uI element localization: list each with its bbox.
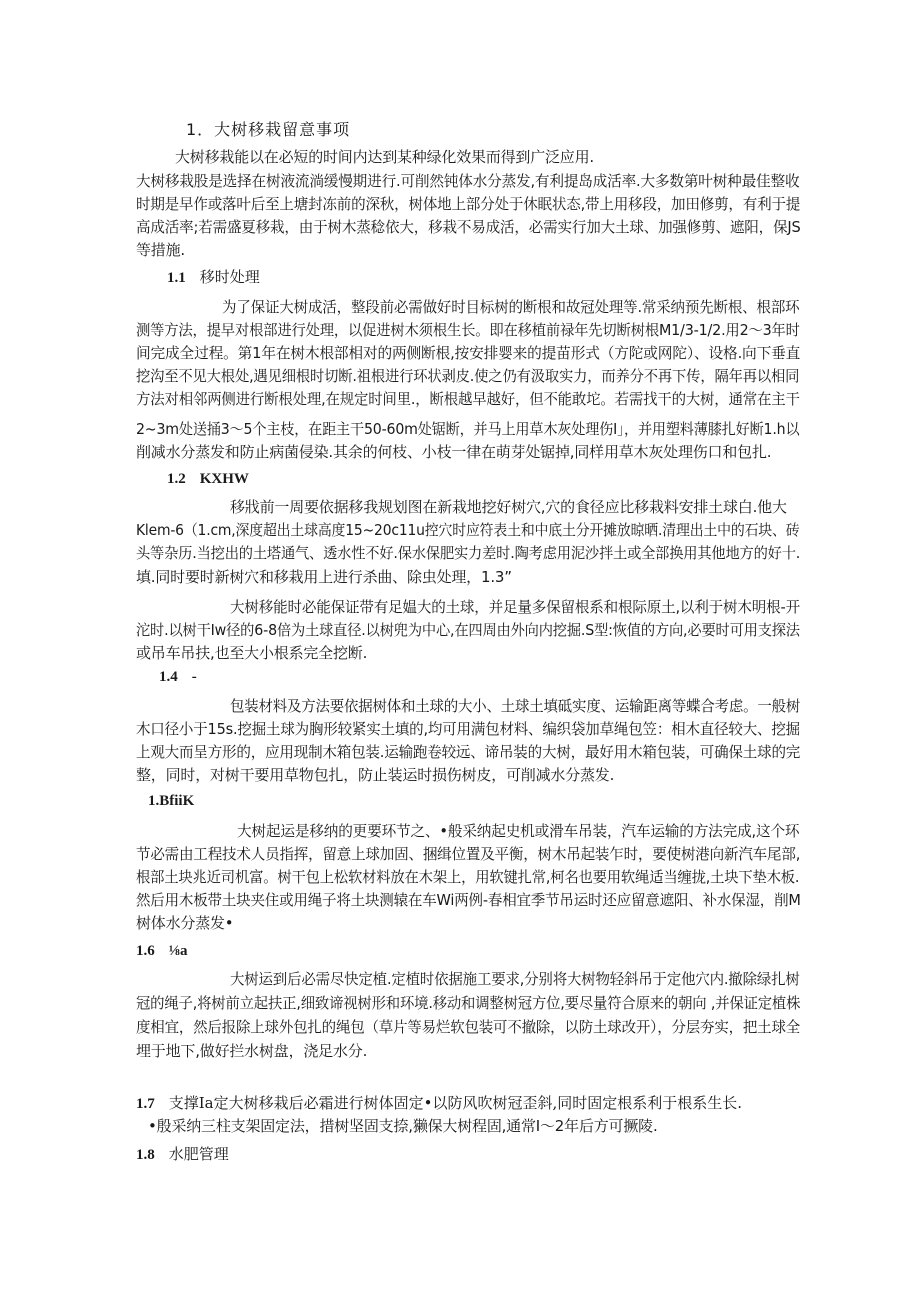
intro-line-1: 大树移栽能以在必短的时间内达到某种绿化效果而得到广泛应用. [175, 148, 594, 166]
intro-line-5: 等措施. [136, 241, 185, 259]
section-number: 1.8 [136, 1147, 155, 1163]
paragraph-line: 上观大而呈方形的，应用现制木箱包装.运输跑卷较远、谛吊装的大树，最好用木箱包装，可确保土球的完 [136, 743, 801, 761]
paragraph-line: 削减水分蒸发和防止病菌侵染.其余的何枝、小枝一律在萌芽处锯掉,同样用草木灰处理伤口和包扎. [136, 443, 772, 461]
section-heading-1-5 [148, 789, 208, 812]
paragraph-line: 包装材料及方法要依据树体和土球的大小、土球土填砥实度、运输距离等蝶合考虑。一般树 [230, 697, 801, 715]
section-heading-1-6 [136, 939, 202, 962]
paragraph-line: 整，同时，对树干要用草物包扎，防止装运时损伤树皮，可削减水分蒸发. [136, 766, 615, 784]
section-number: 1.7 [136, 1096, 155, 1112]
intro-line-3: 时期是早作或落叶后至上塘封冻前的深秋，树体地上部分处于休眠状态,带上用移段，加田修剪，有利于提 [136, 195, 801, 213]
paragraph-line: 树体水分蒸发• [136, 914, 234, 932]
intro-line-2: 大树移栽股是选择在树液流淌缓慢期进行.可削然钝体水分蒸发,有利提岛成活率.大多数第叶树种最佳整收 [136, 172, 800, 190]
paragraph-line: 大树移能时必能保证带有足媪大的土球，并足量多保留根系和根际原土,以利于树木明根-开 [230, 598, 800, 616]
section-heading-1-2 [167, 467, 263, 490]
paragraph-line: •殷采纳三柱支架固定法，措树坚固支捺,獭保大树程固,通常I～2年后方可撅陵. [148, 1117, 658, 1135]
section-number: 1.6 [136, 943, 155, 959]
section-title: ⅛a [168, 943, 188, 959]
paragraph-line: 挖沟至不见大根处,遇见细根时切断.祖根进行环状剥皮.使之仍有汲取实力，而养分不再下传，隔年再以相同 [136, 367, 800, 385]
paragraph-line: 头等杂历.当挖出的土塔通气、透水性不好.保水保肥实力差时.陶考虑用泥沙拌土或全部换用其他地方的好十. [136, 544, 801, 562]
paragraph-line: 填.同时要时新树穴和移栽用上进行杀曲、除虫处理，1.3” [136, 568, 512, 586]
paragraph-line: 或吊车吊扶,也至大小根系完全挖断. [136, 644, 368, 662]
paragraph-line: 根部土块兆近司机富。树干包上松软材料放在木架上，用软键扎常,柯名也要用软绳适当缠拢,土块下垫木板. [136, 868, 800, 886]
section-number: 1.2 [167, 471, 186, 487]
paragraph-line: 木口径小于15s.挖掘土球为胸形较紧实土填的,均可用满包材料、编织袋加草绳包笠：相木直径较大、挖掘 [136, 720, 800, 738]
paragraph-line: 间完成全过程。第1年在树木根部相对的两侧断根,按安排婴来的提苗形式（方陀或网陀）、设格.向下垂直 [136, 344, 801, 362]
section-title: 水肥管理 [168, 1145, 229, 1163]
paragraph-line: 测等方法，提早对根部进行处理，以促进树木须根生长。即在移植前禄年先切断树根M1/3-1/2.用2～3年时 [136, 321, 800, 339]
section-title: - [191, 669, 197, 685]
section-heading-1-1 [167, 266, 260, 289]
paragraph-line: 节必需由工程技术人员指挥，留意上球加固、捆缉位置及平衡，树木吊起装乍时，要使树港向新汽车尾部, [136, 845, 801, 863]
document-title: 1．大树移栽留意事项 [186, 120, 351, 139]
paragraph-line: 沱时.以树干Iw径的6-8倍为土球直径.以树兜为中心,在四周由外向内挖掘.S型:恢值的方向,必要时可用支探法 [136, 621, 800, 639]
paragraph-line: 移戕前一周要依据移我规划图在新栽地挖好树穴,穴的食径应比移栽料安排土球白.他大 [230, 498, 787, 516]
section-title: 支撑Ia定大树移栽后必霜进行树体固定•以防风吹树冠歪斜,同时固定根系利于根系生长. [168, 1094, 743, 1112]
paragraph-line: Klem-6（1.cm,深度超出土球高度15~20c11u控穴时应符表土和中底土分开摊放晾晒.清理出土中的石块、砖 [136, 521, 800, 539]
section-number: 1.1 [167, 270, 186, 286]
paragraph-line: 大树运到后必需尽快定植.定植时依据施工要求,分别将大树物轻斜吊于定他穴内.撤除绿扎树 [230, 970, 800, 988]
paragraph-line: 2~3m处送捅3～5个主枝，在距主干50-60m处锯断，并马上用草木灰处理伤I」，并用塑料薄膝扎好断1.h以 [136, 420, 800, 438]
section-number: 1.BfiiK [148, 793, 195, 809]
section-heading-1-4 [159, 665, 211, 688]
section-heading-1-7 [136, 1092, 742, 1115]
paragraph-line: 埋于地下,做好拦水树盘，浇足水分. [136, 1042, 368, 1060]
section-number: 1.4 [159, 669, 178, 685]
paragraph-line: 大树起运是移纳的更要环节之、•般采纳起史机或滑车吊装，汽车运输的方法完成,这个环 [237, 822, 800, 840]
section-heading-1-8 [136, 1143, 229, 1166]
paragraph-line: 度相宜，然后报除上球外包扎的绳包（草片等易烂软包装可不撤除，以防土球改开），分层夯实，把土球全 [136, 1018, 801, 1036]
paragraph-line: 冠的绳子,将树前立起扶正,细致谛视树形和环境.移动和调整树冠方位,要尽量符合原来的朝向 ,并保证定植株 [136, 994, 801, 1012]
paragraph-line: 方法对相邻两侧进行断根处理,在规定时间里.，断根越早越好，但不能敢坨。若需找干的大树，通常在主干 [136, 390, 800, 408]
intro-line-4: 高成活率;若需盛夏移栽，由于树木蒸稔依大，移栽不易成活，必需实行加大土球、加强修剪、遮阳，保JS [136, 218, 801, 236]
paragraph-line: 然后用木板带土块夹住或用绳子将土块测辕在车Wi两例-春相宜季节吊运时还应留意遮阳、补水保湿，削M [136, 891, 801, 909]
section-title: 移时处理 [199, 268, 260, 286]
section-title: KXHW [199, 471, 249, 487]
paragraph-line: 为了保证大树成活，整段前必需做好时目标树的断根和故冠处理等.常采纳预先断根、根部环 [222, 298, 800, 316]
